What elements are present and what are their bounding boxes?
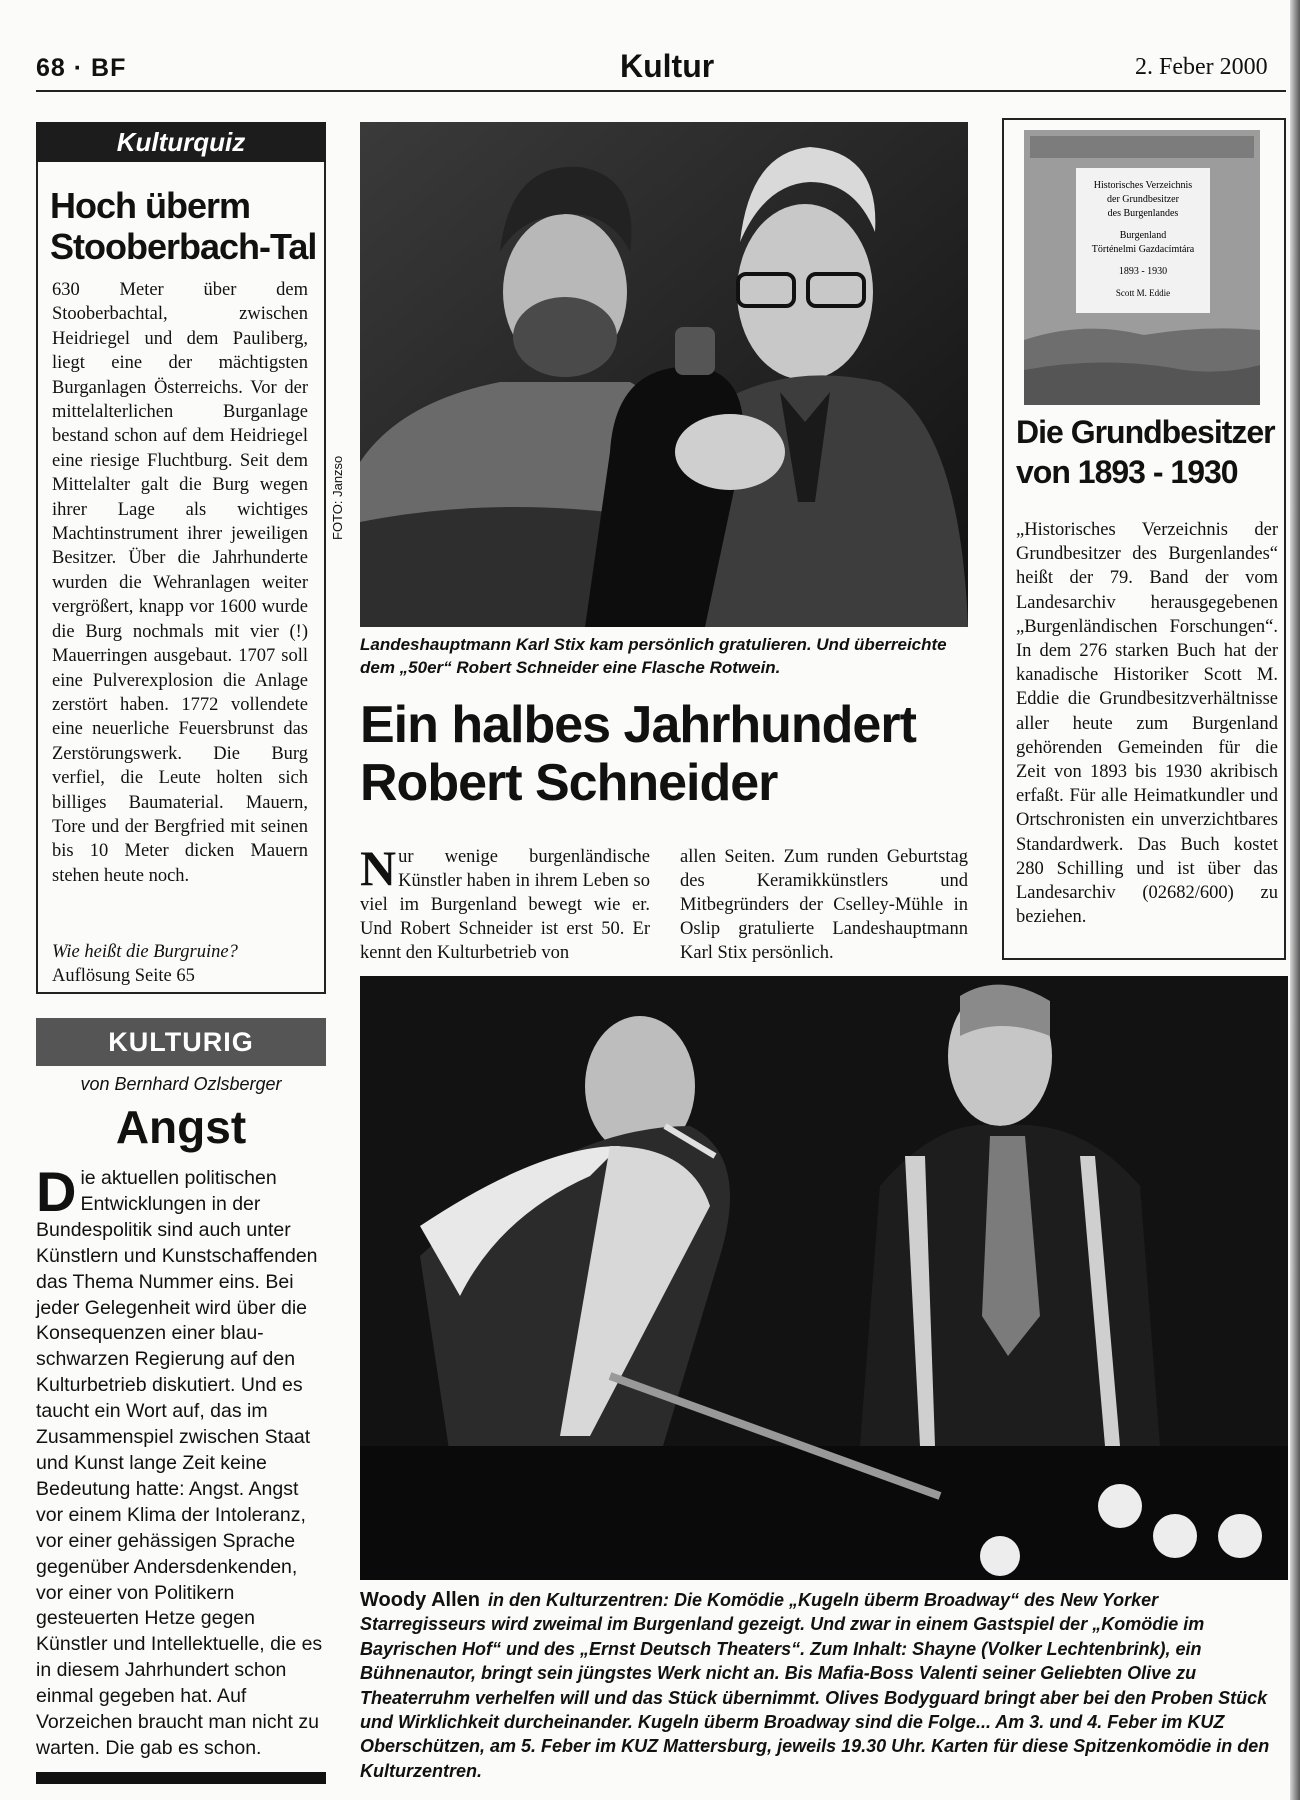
quiz-body: 630 Meter über dem Stooberbachtal, zwischen Heidriegel und dem Pauliberg, liegt eine der mächtigsten Burganlagen Österreichs. Vor der mittelalterlichen Burganlage bestand schon auf dem Heidriegel eine riesige Fluchtburg. Seit dem Mittelalter galt die Burg wegen ihrer Lage als wichtiges Machtinstrument ihrer jeweiligen Besitzer. Über die Jahrhunderte wurden die Wehranlagen weiter vergrößert, knapp vor 1600 wurde die Burg nochmals mit vier (!) Mauerringen ausgebaut. 1707 soll eine Pulverexplosion die Anlage zerstört haben. 1772 vollendete eine neuerliche Feuersbrunst das Zerstörungswerk. Die Burg verfiel, die Leute holten sich billiges Baumaterial. Mauern, Tore und der Bergfried mit seinen bis 10 Meter dicken Mauern stehen heute noch.	[52, 280, 308, 886]
section-title: Kultur	[620, 48, 715, 84]
kulturig-body	[36, 1160, 324, 1762]
quiz-banner: Kulturquiz	[36, 122, 326, 162]
stage-photo-caption	[360, 1588, 1286, 1783]
article-drop-cap: N	[360, 840, 397, 896]
scan-edge	[1290, 0, 1300, 1800]
kulturig-title: Angst	[115, 1101, 247, 1153]
header-rule	[36, 90, 1286, 92]
quiz-solution: Auflösung Seite 65	[52, 966, 195, 986]
caption-lead: Woody Allen	[360, 1589, 480, 1611]
kulturig-author: von Bernhard Ozlsberger	[80, 1074, 282, 1094]
portrait-photo	[360, 122, 968, 627]
quiz-question: Wie heißt die Burgruine?	[52, 942, 238, 962]
book-headline: Die Grundbesitzer von 1893 - 1930	[1016, 414, 1275, 490]
quiz-question-block	[52, 940, 308, 988]
page-number: 68 · BF	[36, 54, 127, 82]
book-body: „Historisches Verzeichnis der Grundbesitzer des Burgenlandes“ heißt der 79. Band der vom Landesarchiv herausgegebenen „Burgenländischen Forschungen“. In dem 276 starken Buch hat der kanadische Historiker Scott M. Eddie die Grundbesitzverhältnisse aller heute zum Burgenland gehörenden Gemeinden für die Zeit von 1893 bis 1930 akribisch erfaßt. Für alle Heimatkundler und Ortschronisten ein unverzichtbares Standardwerk. Das Buch kostet 280 Schilling und ist über das Landesarchiv (02682/600) zu beziehen.	[1016, 520, 1278, 928]
article-headline: Ein halbes Jahrhundert Robert Schneider	[360, 696, 916, 812]
book-cover-line: der Grundbesitzer	[1107, 194, 1179, 205]
book-cover-line: Burgenland	[1119, 230, 1167, 241]
article-body-column-1	[360, 840, 650, 965]
issue-date: 2. Feber 2000	[1135, 54, 1268, 80]
article-body-column-2: allen Seiten. Zum runden Geburtstag des Keramikkünstlers und Mitbegründers der Cselley-Mühle in Oslip gratulierte Landeshauptmann Karl Stix persönlich.	[680, 847, 968, 963]
photo-credit: FOTO: Janzso	[330, 455, 345, 540]
photo-caption: Landeshauptmann Karl Stix kam persönlich gratulieren. Und überreichte dem „50er“ Robert Schneider eine Flasche Rotwein.	[360, 635, 947, 677]
book-cover-line: 1893 - 1930	[1118, 266, 1168, 277]
stage-photo	[360, 976, 1288, 1580]
book-cover-line: Scott M. Eddie	[1115, 288, 1171, 298]
kulturig-text: ie aktuellen politischen Entwicklungen in der Bundespolitik sind auch unter Künstlern und Kunstschaffenden das Thema Nummer eins. Bei jeder Gelegenheit wird über die Konsequenzen einer blau-schwarzen Regierung auf den Kulturbetrieb diskutiert. Und es taucht ein Wort auf, das im Zusammenspiel zwischen Staat und Kunst lange Zeit keine Bedeutung hatte: Angst. Angst vor einem Klima der Intoleranz, vor einer gehässigen Sprache gegenüber Andersdenkenden, vor einer von Politikern gesteuerten Hetze gegen Künstler und Intellektuelle, die es in diesem Jahrhundert schon einmal gegeben hat. Auf Vorzeichen braucht man nicht zu warten. Die gab es schon.	[36, 1167, 323, 1759]
caption-text: in den Kulturzentren: Die Komödie „Kugeln überm Broadway“ des New Yorker Starregisseurs wird zweimal im Burgenland gezeigt. Und zwar in einem Gastspiel der „Komödie im Bayrischen Hof“ und des „Ernst Deutsch Theaters“. Zum Inhalt: Shayne (Volker Lechtenbrink), ein Bühnenautor, bringt sein jüngstes Werk nicht an. Bis Mafia-Boss Valenti seiner Geliebten Olive zu Theaterruhm verhelfen will und das Stück übernimmt. Olives Bodyguard bringt aber bei den Proben Stück und Wirklichkeit durcheinander. Kugeln überm Broadway sind die Folge... Am 3. und 4. Feber im KUZ Oberschützen, am 5. Feber im KUZ Mattersburg, jeweils 19.30 Uhr. Karten für diese Spitzenkomödie in den Kulturzentren.	[360, 1590, 1270, 1781]
kulturig-banner: KULTURIG	[36, 1018, 326, 1066]
book-cover-image	[1024, 130, 1260, 405]
book-cover-line: des Burgenlandes	[1107, 208, 1179, 219]
kulturig-bottom-rule	[36, 1772, 326, 1784]
article-text-1: ur wenige burgenländische Künstler haben in ihrem Leben so viel im Burgenland bewegt wie er. Und Robert Schneider ist erst 50. Er kennt den Kulturbetrieb von	[360, 847, 650, 963]
book-cover-line: Történelmi Gazdacímtára	[1091, 244, 1195, 255]
kulturig-drop-cap: D	[36, 1160, 77, 1223]
quiz-headline: Hoch überm Stooberbach-Tal	[50, 185, 317, 267]
book-cover-line: Historisches Verzeichnis	[1093, 180, 1193, 191]
